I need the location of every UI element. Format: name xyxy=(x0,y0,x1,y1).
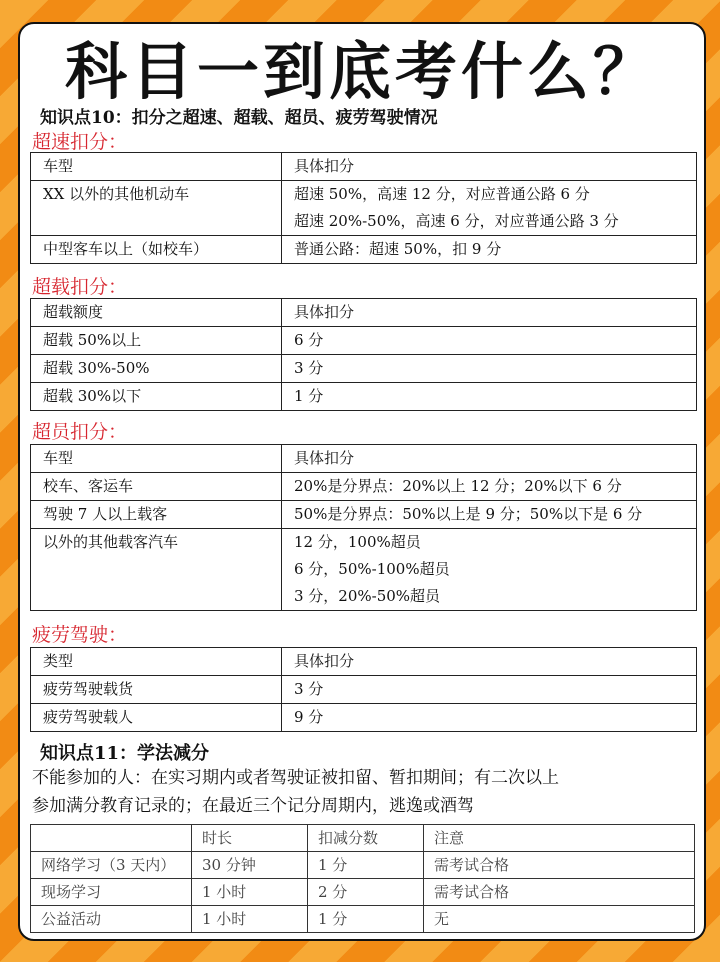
note-cell: 需考试合格 xyxy=(424,852,695,879)
page-title: 科目一到底考什么？ xyxy=(64,35,659,108)
type-cell: 疲劳驾驶载人 xyxy=(31,704,282,732)
method-cell: 公益活动 xyxy=(31,906,192,933)
points-line: 3 分，20%-50%超员 xyxy=(294,587,441,605)
points-line: 超速 20%-50%，高速 6 分，对应普通公路 3 分 xyxy=(294,212,619,230)
method-cell: 网络学习（3 天内） xyxy=(31,852,192,879)
header-cell: 具体扣分 xyxy=(282,445,697,473)
vehicle-cell: 中型客车以上（如校车） xyxy=(31,236,282,264)
points-line: 6 分，50%-100%超员 xyxy=(294,560,450,578)
points-cell: 50%是分界点：50%以上是 9 分；50%以下是 6 分 xyxy=(282,501,697,529)
header-cell xyxy=(31,825,192,852)
table-row xyxy=(31,501,697,529)
vehicle-cell: 校车、客运车 xyxy=(31,473,282,501)
header-cell: 扣减分数 xyxy=(308,825,424,852)
amount-cell: 超载 30%-50% xyxy=(31,355,282,383)
table-row xyxy=(31,529,697,611)
points-line: 超速 50%，高速 12 分，对应普通公路 6 分 xyxy=(294,185,590,203)
table-header-row xyxy=(31,648,697,676)
header-cell: 具体扣分 xyxy=(282,648,697,676)
kp11-table xyxy=(30,824,695,933)
vehicle-cell: 以外的其他载客汽车 xyxy=(31,529,282,611)
vehicle-cell: 驾驶 7 人以上载客 xyxy=(31,501,282,529)
amount-cell: 超载 50%以上 xyxy=(31,327,282,355)
table-row xyxy=(31,704,697,732)
header-cell: 具体扣分 xyxy=(282,299,697,327)
content-card xyxy=(18,22,706,941)
fatigue-heading: 疲劳驾驶： xyxy=(32,624,128,646)
paragraph-line: 不能参加的人：在实习期内或者驾驶证被扣留、暂扣期间；有二次以上 xyxy=(32,768,559,788)
table-row xyxy=(31,236,697,264)
speeding-table xyxy=(30,152,697,264)
note-cell: 需考试合格 xyxy=(424,879,695,906)
table-header-row xyxy=(31,445,697,473)
note-cell: 无 xyxy=(424,906,695,933)
header-cell: 时长 xyxy=(192,825,308,852)
overcrowd-heading: 超员扣分： xyxy=(32,421,128,443)
table-row xyxy=(31,327,697,355)
duration-cell: 30 分钟 xyxy=(192,852,308,879)
header-cell: 类型 xyxy=(31,648,282,676)
table-row xyxy=(31,676,697,704)
overload-heading: 超载扣分： xyxy=(32,276,128,298)
deduction-cell: 2 分 xyxy=(308,879,424,906)
method-cell: 现场学习 xyxy=(31,879,192,906)
speeding-heading: 超速扣分： xyxy=(32,131,128,153)
overcrowd-table xyxy=(30,444,697,611)
table-row xyxy=(31,879,695,906)
type-cell: 疲劳驾驶载货 xyxy=(31,676,282,704)
points-cell: 3 分 xyxy=(282,355,697,383)
points-cell xyxy=(282,181,697,236)
duration-cell: 1 小时 xyxy=(192,906,308,933)
points-cell: 6 分 xyxy=(282,327,697,355)
header-cell: 具体扣分 xyxy=(282,153,697,181)
deduction-cell: 1 分 xyxy=(308,906,424,933)
kp11-heading: 知识点11：学法减分 xyxy=(40,743,210,764)
vehicle-cell: XX 以外的其他机动车 xyxy=(31,181,282,236)
table-row xyxy=(31,852,695,879)
points-line: 12 分，100%超员 xyxy=(294,533,421,551)
header-cell: 超载额度 xyxy=(31,299,282,327)
table-header-row xyxy=(31,825,695,852)
header-cell: 注意 xyxy=(424,825,695,852)
duration-cell: 1 小时 xyxy=(192,879,308,906)
table-row xyxy=(31,383,697,411)
points-cell: 9 分 xyxy=(282,704,697,732)
overload-table xyxy=(30,298,697,411)
points-cell xyxy=(282,529,697,611)
header-cell: 车型 xyxy=(31,153,282,181)
paragraph-line: 参加满分教育记录的；在最近三个记分周期内，逃逸或酒驾 xyxy=(32,796,474,816)
points-cell: 20%是分界点：20%以上 12 分；20%以下 6 分 xyxy=(282,473,697,501)
table-row xyxy=(31,355,697,383)
fatigue-table xyxy=(30,647,697,732)
table-row xyxy=(31,473,697,501)
table-header-row xyxy=(31,153,697,181)
header-cell: 车型 xyxy=(31,445,282,473)
points-cell: 3 分 xyxy=(282,676,697,704)
amount-cell: 超载 30%以下 xyxy=(31,383,282,411)
kp10-heading: 知识点10：扣分之超速、超载、超员、疲劳驾驶情况 xyxy=(40,108,438,128)
table-header-row xyxy=(31,299,697,327)
kp11-paragraph xyxy=(32,764,702,820)
points-cell: 普通公路：超速 50%，扣 9 分 xyxy=(282,236,697,264)
points-cell: 1 分 xyxy=(282,383,697,411)
table-row xyxy=(31,181,697,236)
deduction-cell: 1 分 xyxy=(308,852,424,879)
table-row xyxy=(31,906,695,933)
